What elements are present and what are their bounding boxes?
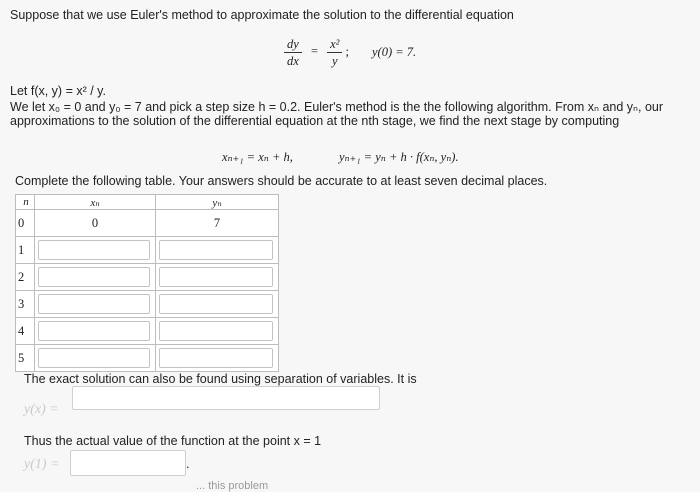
euler-table <box>15 194 279 372</box>
x3-input[interactable] <box>38 294 150 314</box>
row-index: 1 <box>16 237 35 264</box>
let-f-text: Let f(x, y) = x² / y. <box>10 84 106 98</box>
period-mark: . <box>186 457 190 471</box>
y3-input[interactable] <box>159 294 273 314</box>
euler-y-formula: yₙ₊₁ = yₙ + h · f(xₙ, yₙ). <box>339 150 459 164</box>
y0-value: 7 <box>156 210 279 237</box>
exact-solution-text: The exact solution can also be found using separation of variables. It is <box>24 372 417 386</box>
y1-input[interactable] <box>159 240 273 260</box>
x5-input[interactable] <box>38 348 150 368</box>
header-xn: xₙ <box>35 195 156 210</box>
exact-solution-input[interactable] <box>72 386 380 410</box>
table-row <box>16 291 279 318</box>
x0-value: 0 <box>35 210 156 237</box>
table-row <box>16 237 279 264</box>
rhs-fraction: $\frac{\text{x²}}{y}$ <box>327 36 342 69</box>
table-row <box>16 210 279 237</box>
footer-fragment: ... this problem <box>196 480 269 492</box>
y1-label: y(1) = <box>24 457 60 472</box>
dy-dx-fraction: $\frac{dy}{dx}$ <box>284 36 302 69</box>
header-n: n <box>16 195 35 210</box>
initial-condition: y(0) = 7. <box>372 45 417 59</box>
x2-input[interactable] <box>38 267 150 287</box>
table-row <box>16 345 279 372</box>
x1-input[interactable] <box>38 240 150 260</box>
actual-value-text: Thus the actual value of the function at the point x = 1 <box>24 434 322 448</box>
row-index: 2 <box>16 264 35 291</box>
y5-input[interactable] <box>159 348 273 368</box>
row-index: 3 <box>16 291 35 318</box>
algorithm-line-1: We let x₀ = 0 and y₀ = 7 and pick a step size h = 0.2. Euler's method is the the following algorithm. From xₙ and yₙ, our <box>10 100 664 114</box>
row-index: 4 <box>16 318 35 345</box>
table-row <box>16 318 279 345</box>
intro-text: Suppose that we use Euler's method to approximate the solution to the differential equation <box>10 8 514 22</box>
table-header-row <box>16 195 279 210</box>
complete-table-instruction: Complete the following table. Your answers should be accurate to at least seven decimal places. <box>15 174 548 188</box>
y2-input[interactable] <box>159 267 273 287</box>
row-index: 5 <box>16 345 35 372</box>
x4-input[interactable] <box>38 321 150 341</box>
actual-value-input[interactable] <box>70 450 186 476</box>
yx-label: y(x) = <box>24 402 59 417</box>
row-index: 0 <box>16 210 35 237</box>
euler-x-formula: xₙ₊₁ = xₙ + h, <box>222 150 293 164</box>
header-yn: yₙ <box>156 195 279 210</box>
differential-equation: $\frac{dy}{dx}$ = $\frac{\text{x²}}{y}$ ; <box>284 36 349 69</box>
table-row <box>16 264 279 291</box>
y4-input[interactable] <box>159 321 273 341</box>
algorithm-line-2: approximations to the solution of the differential equation at the nth stage, we find the next stage by computing <box>10 114 620 128</box>
